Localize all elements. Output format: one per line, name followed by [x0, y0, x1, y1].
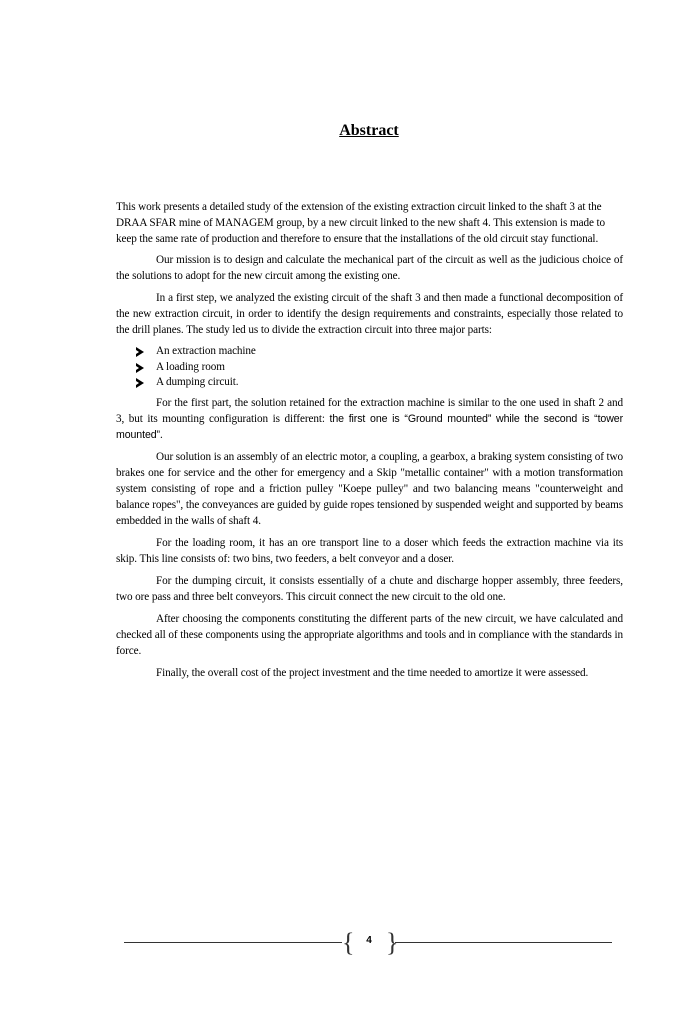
paragraph-first-step: In a first step, we analyzed the existing circuit of the shaft 3 and then made a functional decomposition of the new extraction circuit, in order to identify the design requirements and constraints, especially those related to the drill planes. The study led us to divide the extraction circuit into three major parts: — [116, 292, 623, 336]
mounting-emphasis: the first one is “Ground mounted” while the second is “tower mounted” — [116, 412, 623, 441]
list-item — [116, 360, 623, 376]
paragraph-first-part-end: . — [159, 428, 163, 441]
arrowhead-bullet-icon — [136, 347, 144, 357]
abstract-body — [116, 199, 623, 687]
paragraph-cost: Finally, the overall cost of the project investment and the time needed to amortize it were assessed. — [156, 666, 589, 679]
page-number: 4 — [366, 935, 372, 946]
paragraph-first-part — [116, 395, 623, 443]
paragraph-components: After choosing the components constituting the different parts of the new circuit, we have calculated and checked all of these components using the appropriate algorithms and tools and in compliance with the standards in force. — [116, 612, 623, 657]
left-brace-icon: { — [342, 928, 355, 957]
page-footer — [124, 930, 612, 960]
paragraph-intro: This work presents a detailed study of the extension of the existing extraction circuit linked to the shaft 3 at the DRAA SFAR mine of MANAGEM group, by a new circuit linked to the new shaft 4. This extension is made to keep the same rate of production and therefore to ensure that the installations of the old circuit stay functional. — [116, 201, 606, 245]
list-item-label: A loading room — [156, 360, 225, 373]
paragraph-mission: Our mission is to design and calculate the mechanical part of the circuit as well as the judicious choice of the solutions to adopt for the new circuit among the existing one. — [116, 254, 623, 282]
page-title: Abstract — [339, 122, 399, 139]
list-item-label: An extraction machine — [156, 345, 256, 357]
footer-rule-right — [395, 942, 612, 943]
paragraph-loading-room: For the loading room, it has an ore transport line to a doser which feeds the extraction machine via its skip. This line consists of: two bins, two feeders, a belt conveyor and a doser. — [116, 536, 623, 565]
paragraph-solution: Our solution is an assembly of an electric motor, a coupling, a gearbox, a braking system consisting of two brakes one for service and the other for emergency and a Skip "metallic container" with a motion transformation system consisting of rope and a friction pulley "Koepe pulley" and two balancing means "counterweight and balance ropes", the conveyances are guided by guide ropes tensioned by suspended weight and supported by beams embedded in the walls of shaft 4. — [116, 450, 624, 527]
list-item-label: A dumping circuit. — [156, 376, 239, 388]
parts-list — [116, 344, 623, 391]
list-item — [116, 344, 623, 360]
list-item — [116, 375, 623, 391]
arrowhead-bullet-icon — [136, 378, 144, 388]
paragraph-dumping-circuit: For the dumping circuit, it consists essentially of a chute and discharge hopper assembly, three feeders, two ore pass and three belt conveyors. This circuit connect the new circuit to the old one. — [116, 574, 623, 603]
arrowhead-bullet-icon — [136, 363, 144, 373]
footer-rule-left — [124, 942, 342, 943]
right-brace-icon: } — [386, 928, 399, 957]
paragraph-first-part-text: For the first part, the solution retained for the extraction machine is similar to the one used in shaft 2 and 3, but its mounting configuration is different: — [116, 396, 623, 425]
